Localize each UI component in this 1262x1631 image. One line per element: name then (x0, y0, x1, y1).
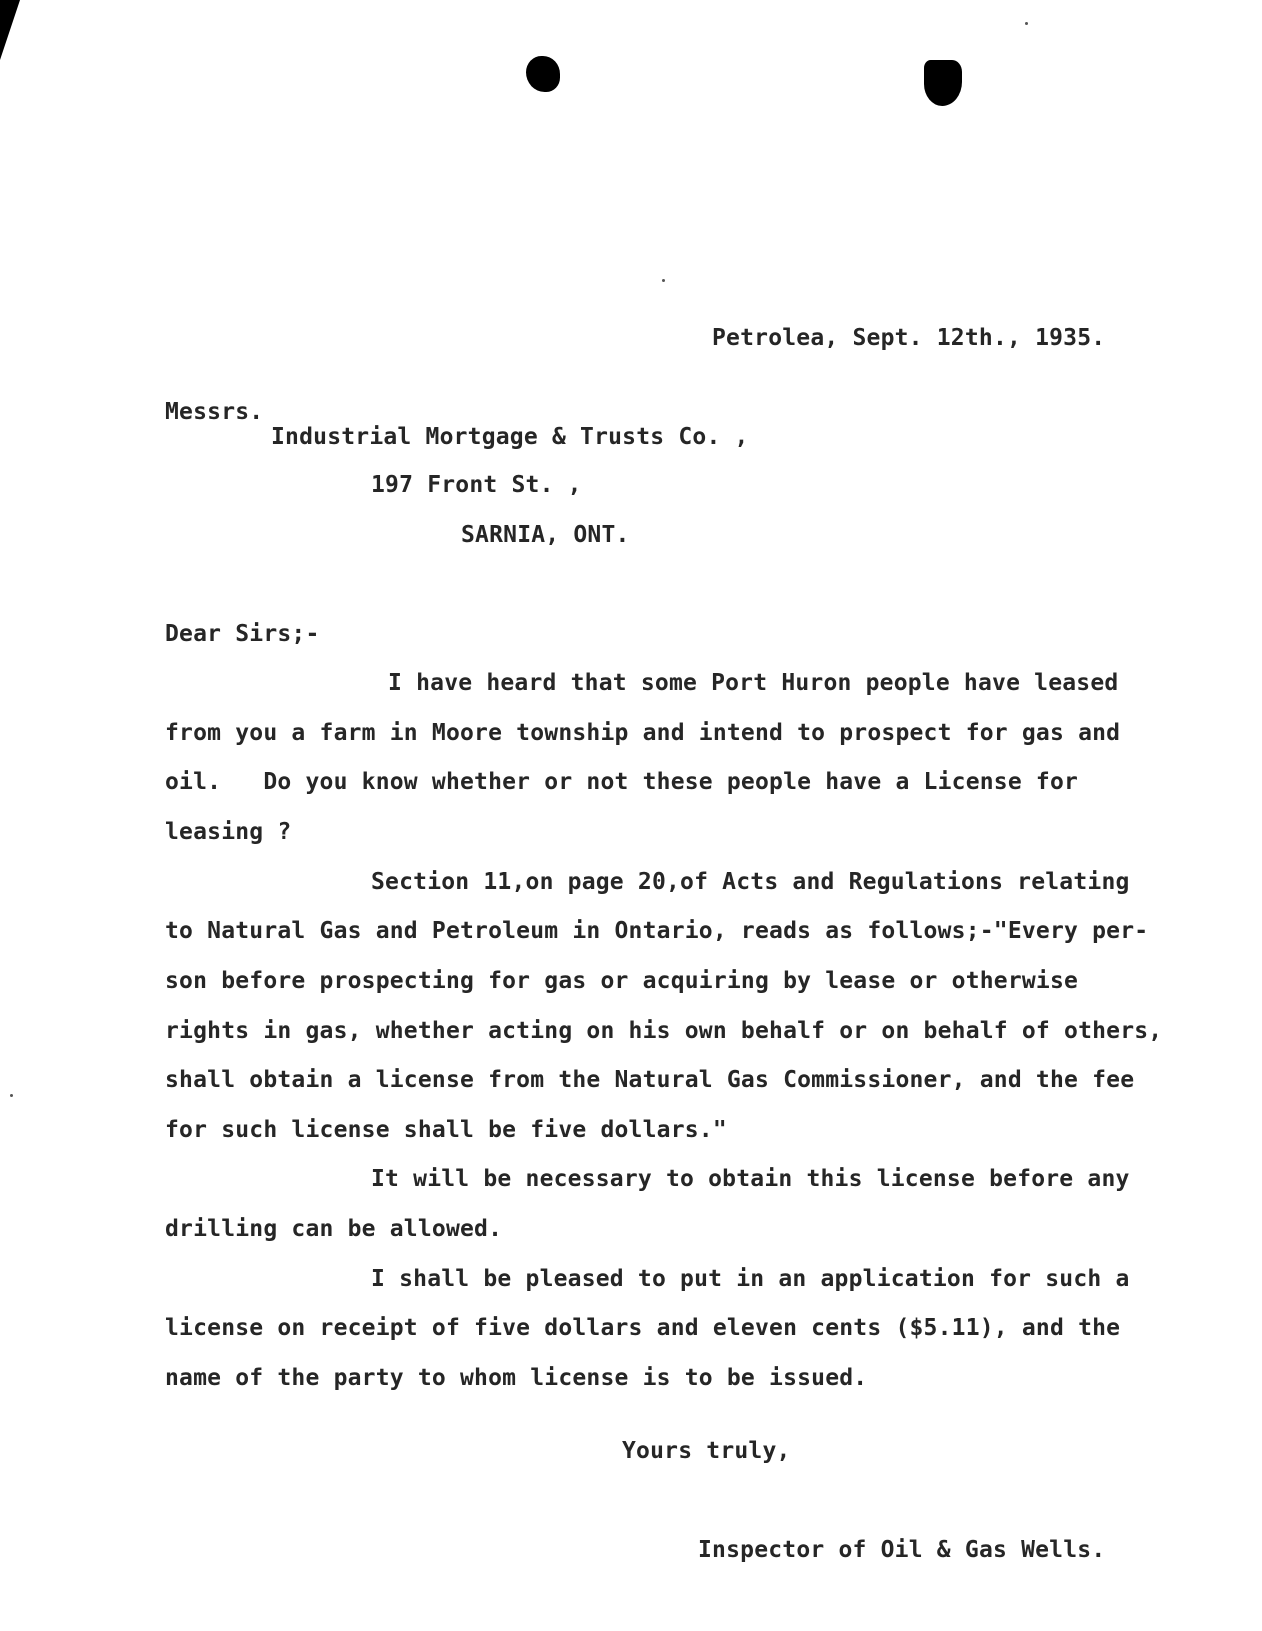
body-line: It will be necessary to obtain this license before any (371, 1166, 1130, 1192)
body-line: drilling can be allowed. (165, 1216, 503, 1242)
corner-mark (0, 0, 20, 60)
speck-mark (10, 1094, 13, 1097)
punch-hole-left (526, 56, 560, 92)
speck-mark (662, 279, 665, 282)
speck-mark (1025, 22, 1028, 25)
body-line: leasing ? (165, 819, 292, 845)
dateline: Petrolea, Sept. 12th., 1935. (712, 325, 1106, 351)
salutation-prefix: Messrs. (165, 399, 264, 425)
body-line: I have heard that some Port Huron people have leased (388, 670, 1119, 696)
closing: Yours truly, (622, 1438, 791, 1464)
recipient-city: SARNIA, ONT. (461, 522, 630, 548)
body-line: Section 11,on page 20,of Acts and Regulations relating (371, 869, 1130, 895)
signature-title: Inspector of Oil & Gas Wells. (698, 1537, 1106, 1563)
body-line: name of the party to whom license is to be issued. (165, 1365, 868, 1391)
punch-hole-right (924, 60, 962, 106)
body-line: for such license shall be five dollars." (165, 1117, 727, 1143)
recipient-street: 197 Front St. , (371, 472, 582, 498)
body-line: I shall be pleased to put in an application for such a (371, 1266, 1130, 1292)
body-line: oil. Do you know whether or not these people have a License for (165, 769, 1079, 795)
body-line: to Natural Gas and Petroleum in Ontario, reads as follows;-"Every per- (165, 918, 1149, 944)
body-line: license on receipt of five dollars and eleven cents ($5.11), and the (165, 1315, 1121, 1341)
body-line: shall obtain a license from the Natural Gas Commissioner, and the fee (165, 1067, 1135, 1093)
recipient-company: Industrial Mortgage & Trusts Co. , (271, 424, 749, 450)
body-line: from you a farm in Moore township and intend to prospect for gas and (165, 720, 1121, 746)
body-line: rights in gas, whether acting on his own behalf or on behalf of others, (165, 1018, 1163, 1044)
body-line: son before prospecting for gas or acquiring by lease or otherwise (165, 968, 1079, 994)
greeting: Dear Sirs;- (165, 621, 320, 647)
